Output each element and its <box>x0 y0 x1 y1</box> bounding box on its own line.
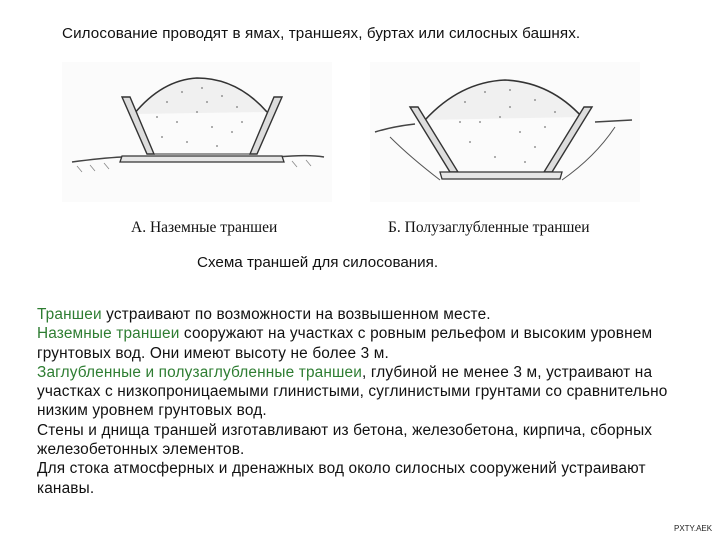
body-text <box>37 305 707 498</box>
figure-ground-trench <box>62 62 332 202</box>
footer-mark: PXTY.AEK <box>674 524 713 533</box>
scheme-caption: Схема траншей для силосования. <box>197 254 439 271</box>
figure-semi-sunken-trench <box>370 62 640 202</box>
figure-a-caption: А. Наземные траншеи <box>131 219 278 236</box>
page-title: Силосование проводят в ямах, траншеях, буртах или силосных башнях. <box>62 25 581 42</box>
term-sunken-trenches: Заглубленные и полузаглубленные траншеи <box>37 363 362 381</box>
figure-b-caption: Б. Полузаглубленные траншеи <box>388 219 590 236</box>
paragraph-trenches <box>37 305 707 324</box>
ground-trench-drawing <box>62 62 332 202</box>
paragraph-ground-trenches <box>37 324 707 363</box>
paragraph-drainage: Для стока атмосферных и дренажных вод около силосных сооружений устраивают канавы. <box>37 460 646 497</box>
semi-sunken-trench-drawing <box>370 62 640 202</box>
paragraph-sunken-trenches <box>37 363 707 421</box>
paragraph-text: , глубиной не менее 3 м, устраивают на участках с низкопроницаемыми глинистыми, суглинистыми грунтами со сравнительно низким уровнем грунтовых вод. <box>37 363 668 420</box>
paragraph-materials: Стены и днища траншей изготавливают из бетона, железобетона, кирпича, сборных железобетонных элементов. <box>37 421 653 459</box>
paragraph-text: устраивают по возможности на возвышенном месте. <box>101 306 491 323</box>
term-trenches: Траншеи <box>37 306 102 323</box>
paragraph-text: сооружают на участках с ровным рельефом и высоким уровнем грунтовых вод. Они имеют высоту не более 3 м. <box>37 325 653 362</box>
term-ground-trenches: Наземные траншеи <box>37 325 180 343</box>
